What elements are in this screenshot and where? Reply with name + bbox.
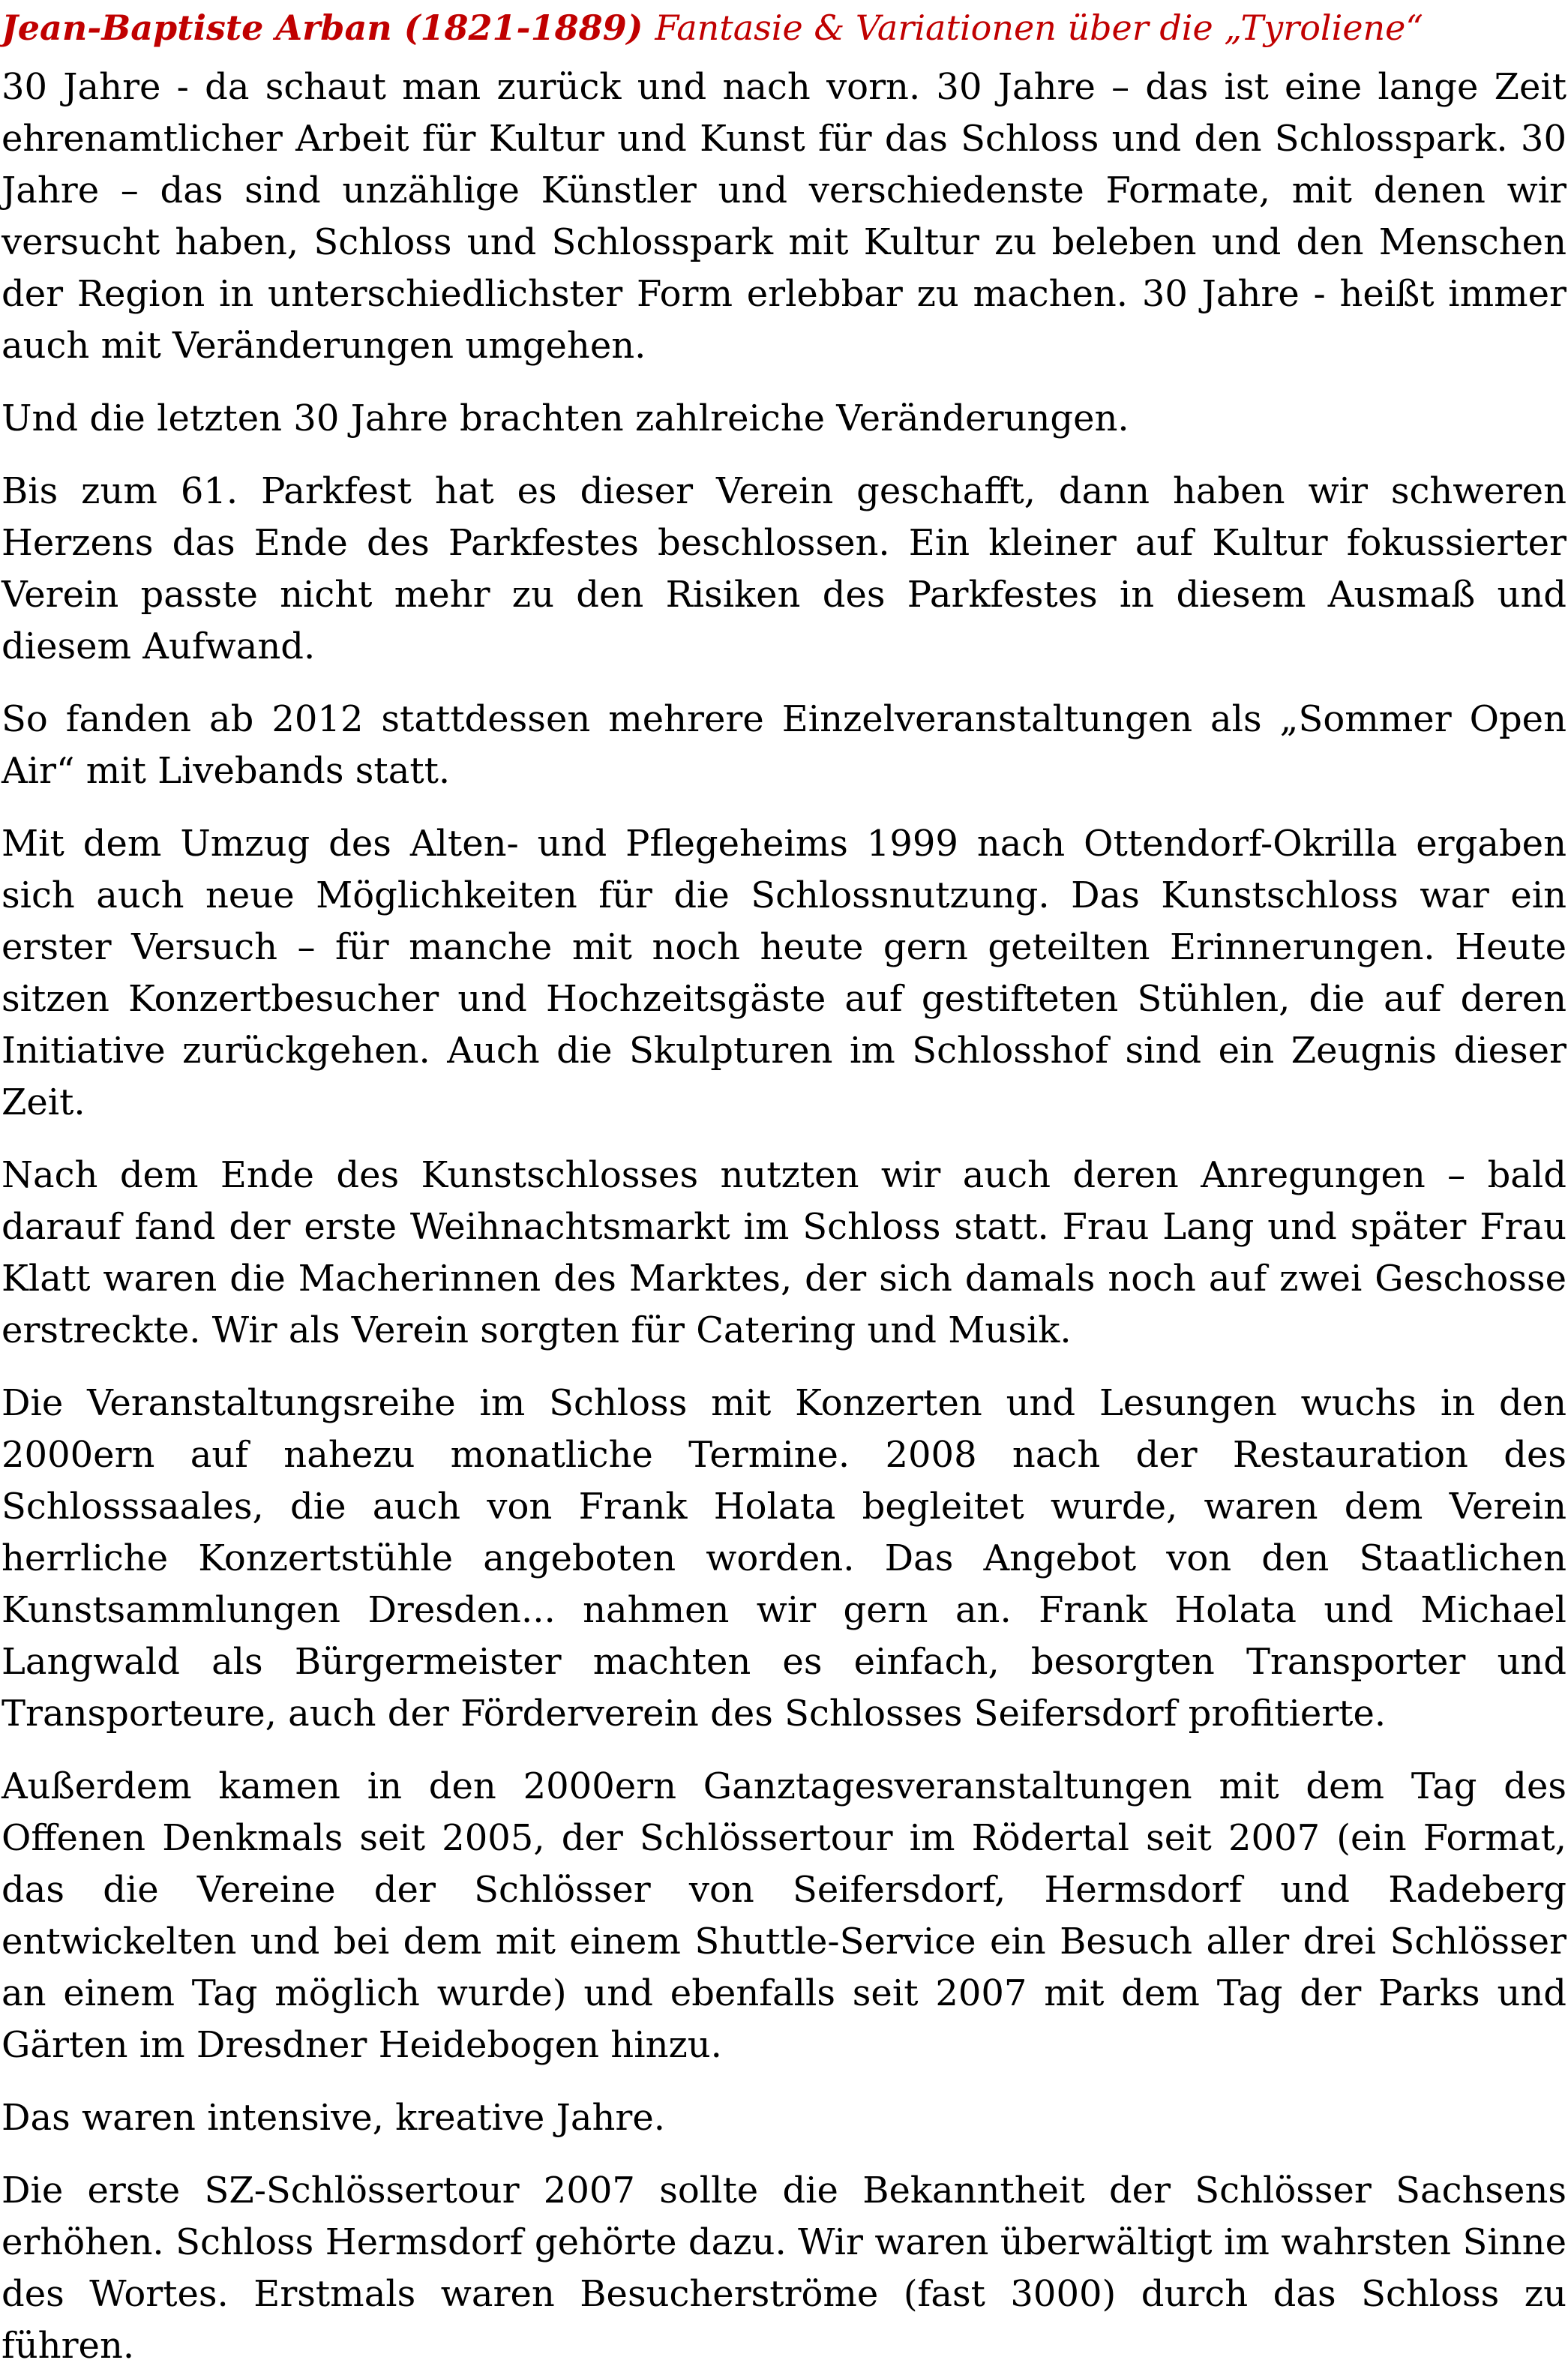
paragraph-schloessertour: Die erste SZ-Schlössertour 2007 sollte die Bekanntheit der Schlösser Sachsens erhöhen. Schloss Hermsdorf gehörte dazu. Wir waren überwältigt im wahrsten Sinne des Wortes. Erstmals waren Besucherströme (fast 3000) durch das Schloss zu führen. xyxy=(1,2170,1567,2367)
heading-work: Fantasie & Variationen über die „Tyroliene“ xyxy=(655,7,1423,48)
paragraph-kunstschloss: Mit dem Umzug des Alten- und Pflegeheims 1999 nach Ottendorf-Okrilla ergaben sich auch neue Möglichkeiten für die Schlossnutzung. Das Kunstschloss war ein erster Versuch – für manche mit noch heute gern geteilten Erinnerungen. Heute sitzen Konzertbesucher und Hochzeitsgäste auf gestifteten Stühlen, die auf deren Initiative zurückgehen. Auch die Skulpturen im Schlosshof sind ein Zeugnis dieser Zeit. xyxy=(1,823,1567,1123)
paragraph-veranstaltungsreihe: Die Veranstaltungsreihe im Schloss mit Konzerten und Lesungen wuchs in den 2000ern auf nahezu monatliche Termine. 2008 nach der Restauration des Schlosssaales, die auch von Frank Holata begleitet wurde, waren dem Verein herrliche Konzertstühle angeboten worden. Das Angebot von den Staatlichen Kunstsammlungen Dresden... nahmen wir gern an. Frank Holata und Michael Langwald als Bürgermeister machten es einfach, besorgten Transporter und Transporteure, auch der Förderverein des Schlosses Seifersdorf profitierte. xyxy=(1,1382,1567,1735)
paragraph-kreative-jahre: Das waren intensive, kreative Jahre. xyxy=(1,2097,665,2139)
paragraph-changes: Und die letzten 30 Jahre brachten zahlreiche Veränderungen. xyxy=(1,397,1129,439)
paragraph-parkfest: Bis zum 61. Parkfest hat es dieser Verein geschafft, dann haben wir schweren Herzens das Ende des Parkfestes beschlossen. Ein kleiner auf Kultur fokussierter Verein passte nicht mehr zu den Risiken des Parkfestes in diesem Ausmaß und diesem Aufwand. xyxy=(1,470,1567,667)
paragraph-anniversary: 30 Jahre - da schaut man zurück und nach vorn. 30 Jahre – das ist eine lange Zeit ehrenamtlicher Arbeit für Kultur und Kunst für das Schloss und den Schlosspark. 30 Jahre – das sind unzählige Künstler und verschiedenste Formate, mit denen wir versucht haben, Schloss und Schlosspark mit Kultur zu beleben und den Menschen der Region in unterschiedlichster Form erlebbar zu machen. 30 Jahre - heißt immer auch mit Veränderungen umgehen. xyxy=(1,66,1567,367)
paragraph-open-air: So fanden ab 2012 stattdessen mehrere Einzelveranstaltungen als „Sommer Open Air“ mit Livebands statt. xyxy=(1,698,1567,792)
heading-composer: Jean-Baptiste Arban (1821-1889) xyxy=(1,7,643,48)
document-heading xyxy=(1,6,1567,49)
paragraph-weihnachtsmarkt: Nach dem Ende des Kunstschlosses nutzten wir auch deren Anregungen – bald darauf fand der erste Weihnachtsmarkt im Schloss statt. Frau Lang und später Frau Klatt waren die Macherinnen des Marktes, der sich damals noch auf zwei Geschosse erstreckte. Wir als Verein sorgten für Catering und Musik. xyxy=(1,1154,1567,1351)
paragraph-ganztagesveranstaltungen: Außerdem kamen in den 2000ern Ganztagesveranstaltungen mit dem Tag des Offenen Denkmals seit 2005, der Schlössertour im Rödertal seit 2007 (ein Format, das die Vereine der Schlösser von Seifersdorf, Hermsdorf und Radeberg entwickelten und bei dem mit einem Shuttle-Service ein Besuch aller drei Schlösser an einem Tag möglich wurde) und ebenfalls seit 2007 mit dem Tag der Parks und Gärten im Dresdner Heidebogen hinzu. xyxy=(1,1765,1567,2066)
